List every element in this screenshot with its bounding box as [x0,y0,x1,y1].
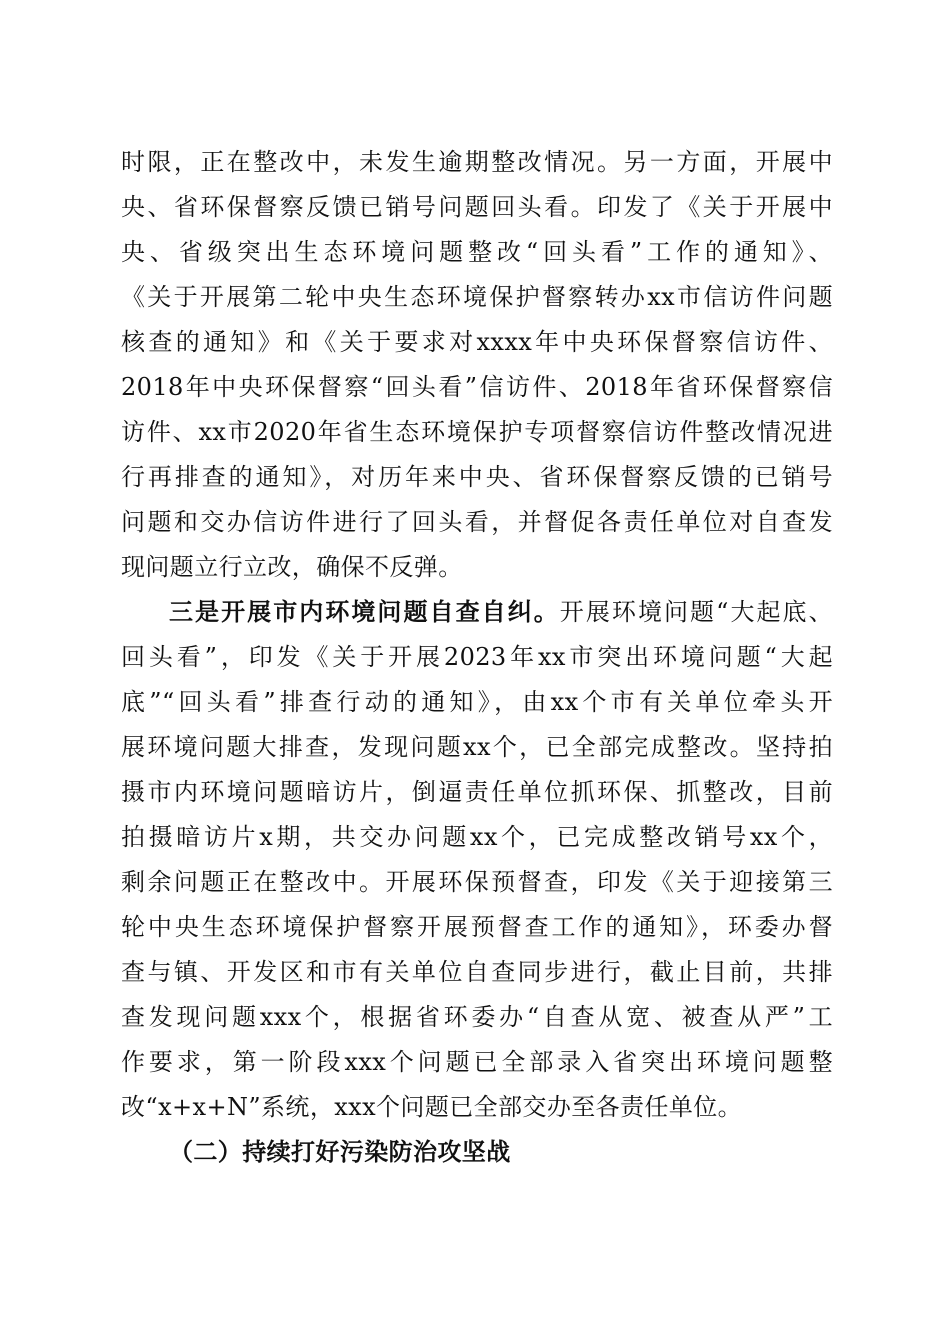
section-heading: （二）持续打好污染防治攻坚战 [169,1137,511,1166]
paragraph-2-line-9: 查与镇、开发区和市有关单位自查同步进行，截止目前，共排 [121,958,833,986]
paragraph-1-line-8: 行再排查的通知》，对历年来中央、省环保督察反馈的已销号 [121,463,833,491]
paragraph-2-line-11: 作要求，第一阶段xxx个问题已全部录入省突出环境问题整 [121,1048,833,1076]
paragraph-2-line-2: 回头看”，印发《关于开展2023年xx市突出环境问题“大起 [121,643,833,671]
paragraph-1-line-5: 核查的通知》和《关于要求对xxxx年中央环保督察信访件、 [121,328,833,356]
paragraph-2-line-12: 改“x+x+N”系统，xxx个问题已全部交办至各责任单位。 [121,1093,743,1121]
paragraph-2-line-1 [169,597,833,627]
paragraph-1-line-1: 时限，正在整改中，未发生逾期整改情况。另一方面，开展中 [121,148,833,176]
paragraph-2-lead: 三是开展市内环境问题自查自纠。 [169,597,560,626]
paragraph-1-line-10: 现问题立行立改，确保不反弹。 [121,553,463,581]
paragraph-1-line-3: 央、省级突出生态环境问题整改“回头看”工作的通知》、 [121,238,833,266]
paragraph-1-line-4: 《关于开展第二轮中央生态环境保护督察转办xx市信访件问题 [121,283,833,311]
paragraph-2-line-8: 轮中央生态环境保护督察开展预督查工作的通知》，环委办督 [121,913,833,941]
paragraph-2-line-4: 展环境问题大排查，发现问题xx个，已全部完成整改。坚持拍 [121,733,833,761]
paragraph-1-line-7: 访件、xx市2020年省生态环境保护专项督察信访件整改情况进 [121,418,833,446]
paragraph-1-line-6: 2018年中央环保督察“回头看”信访件、2018年省环保督察信 [121,373,833,401]
paragraph-2-line-5: 摄市内环境问题暗访片，倒逼责任单位抓环保、抓整改，目前 [121,778,833,806]
paragraph-2-line-6: 拍摄暗访片x期，共交办问题xx个，已完成整改销号xx个， [121,823,833,851]
paragraph-1-line-2: 央、省环保督察反馈已销号问题回头看。印发了《关于开展中 [121,193,833,221]
paragraph-1-line-9: 问题和交办信访件进行了回头看，并督促各责任单位对自查发 [121,508,833,536]
paragraph-2-line-3: 底”“回头看”排查行动的通知》，由xx个市有关单位牵头开 [121,688,833,716]
paragraph-2-line-7: 剩余问题正在整改中。开展环保预督查，印发《关于迎接第三 [121,868,833,896]
paragraph-2-first-rest: 开展环境问题“大起底、 [559,598,833,626]
paragraph-2-line-10: 查发现问题xxx个，根据省环委办“自查从宽、被查从严”工 [121,1003,833,1031]
